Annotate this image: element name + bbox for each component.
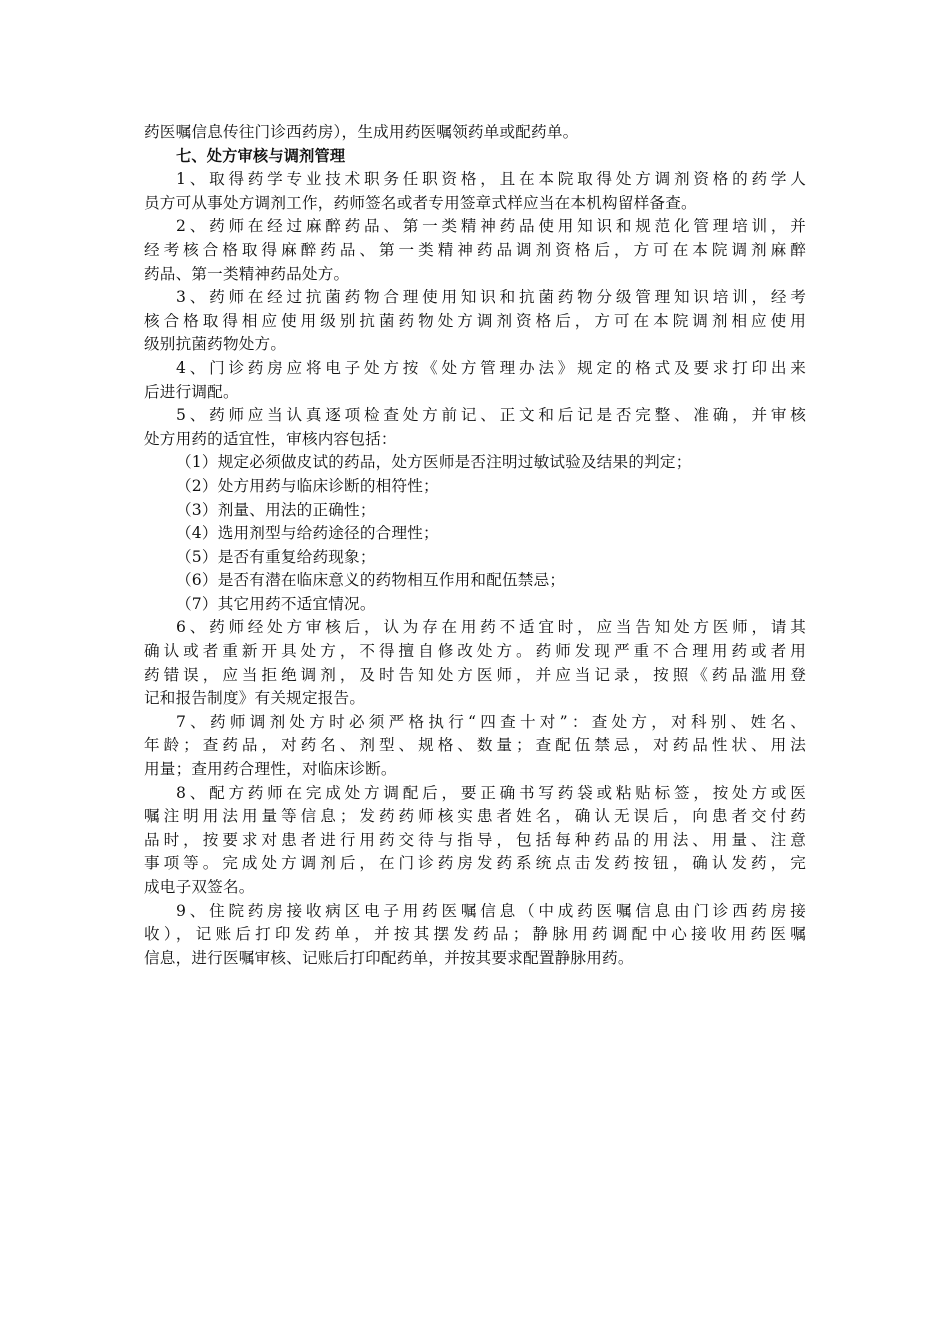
list-item: （1）规定必须做皮试的药品，处方医师是否注明过敏试验及结果的判定； bbox=[176, 453, 692, 472]
text-line: 9、住院药房接收病区电子用药医嘱信息（中成药医嘱信息由门诊西药房接 bbox=[176, 901, 806, 920]
text-line: 4、门诊药房应将电子处方按《处方管理办法》规定的格式及要求打印出来 bbox=[176, 358, 806, 377]
list-item: （4）选用剂型与给药途径的合理性； bbox=[176, 524, 439, 543]
document-page bbox=[144, 121, 806, 970]
text-line: 品时，按要求对患者进行用药交待与指导，包括每种药品的用法、用量、注意 bbox=[144, 830, 806, 849]
text-line: 信息，进行医嘱审核、记账后打印配药单，并按其要求配置静脉用药。 bbox=[144, 948, 634, 967]
text-line: 经考核合格取得麻醉药品、第一类精神药品调剂资格后，方可在本院调剂麻醉 bbox=[144, 240, 806, 259]
list-item: （5）是否有重复给药现象； bbox=[176, 547, 376, 566]
text-line: 收），记账后打印发药单，并按其摆发药品；静脉用药调配中心接收用药医嘱 bbox=[144, 925, 806, 944]
text-line: 确认或者重新开具处方，不得擅自修改处方。药师发现严重不合理用药或者用 bbox=[144, 642, 806, 661]
list-item: （3）剂量、用法的正确性； bbox=[176, 500, 376, 519]
text-line: 级别抗菌药物处方。 bbox=[144, 335, 287, 354]
text-line: 后进行调配。 bbox=[144, 382, 239, 401]
text-line: 成电子双签名。 bbox=[144, 878, 255, 896]
text-line: 8、配方药师在完成处方调配后，要正确书写药袋或粘贴标签，按处方或医 bbox=[176, 783, 806, 802]
list-item: （2）处方用药与临床诊断的相符性； bbox=[176, 476, 439, 495]
text-line: 员方可从事处方调剂工作，药师签名或者专用签章式样应当在本机构留样备查。 bbox=[144, 193, 697, 212]
text-line: 7、药师调剂处方时必须严格执行“四查十对”：查处方，对科别、姓名、 bbox=[176, 712, 806, 731]
text-line: 2、药师在经过麻醉药品、第一类精神药品使用知识和规范化管理培训，并 bbox=[176, 217, 806, 236]
text-line: 核合格取得相应使用级别抗菌药物处方调剂资格后，方可在本院调剂相应使用 bbox=[144, 311, 806, 330]
text-line: 6、药师经处方审核后，认为存在用药不适宜时，应当告知处方医师，请其 bbox=[176, 618, 806, 637]
list-item: （6）是否有潜在临床意义的药物相互作用和配伍禁忌； bbox=[176, 571, 566, 590]
text-line: 3、药师在经过抗菌药物合理使用知识和抗菌药物分级管理知识培训，经考 bbox=[176, 288, 806, 307]
text-line: 年龄；查药品，对药名、剂型、规格、数量；查配伍禁忌，对药品性状、用法 bbox=[144, 736, 806, 755]
text-line: 药医嘱信息传往门诊西药房），生成用药医嘱领药单或配药单。 bbox=[144, 123, 579, 141]
text-line: 事项等。完成处方调剂后，在门诊药房发药系统点击发药按钮，确认发药，完 bbox=[144, 854, 806, 873]
text-line: 药错误，应当拒绝调剂，及时告知处方医师，并应当记录，按照《药品滥用登 bbox=[144, 665, 806, 684]
section-heading: 七、处方审核与调剂管理 bbox=[176, 146, 346, 165]
text-line: 药品、第一类精神药品处方。 bbox=[144, 264, 350, 283]
list-item: （7）其它用药不适宜情况。 bbox=[176, 594, 376, 613]
text-line: 用量；查用药合理性，对临床诊断。 bbox=[144, 760, 397, 779]
text-line: 记和报告制度》有关规定报告。 bbox=[144, 689, 366, 708]
text-line: 处方用药的适宜性，审核内容包括： bbox=[144, 429, 397, 448]
text-line: 嘱注明用法用量等信息；发药药师核实患者姓名，确认无误后，向患者交付药 bbox=[144, 807, 806, 826]
text-line: 5、药师应当认真逐项检查处方前记、正文和后记是否完整、准确，并审核 bbox=[176, 406, 806, 425]
text-line: 1、取得药学专业技术职务任职资格，且在本院取得处方调剂资格的药学人 bbox=[176, 170, 806, 189]
